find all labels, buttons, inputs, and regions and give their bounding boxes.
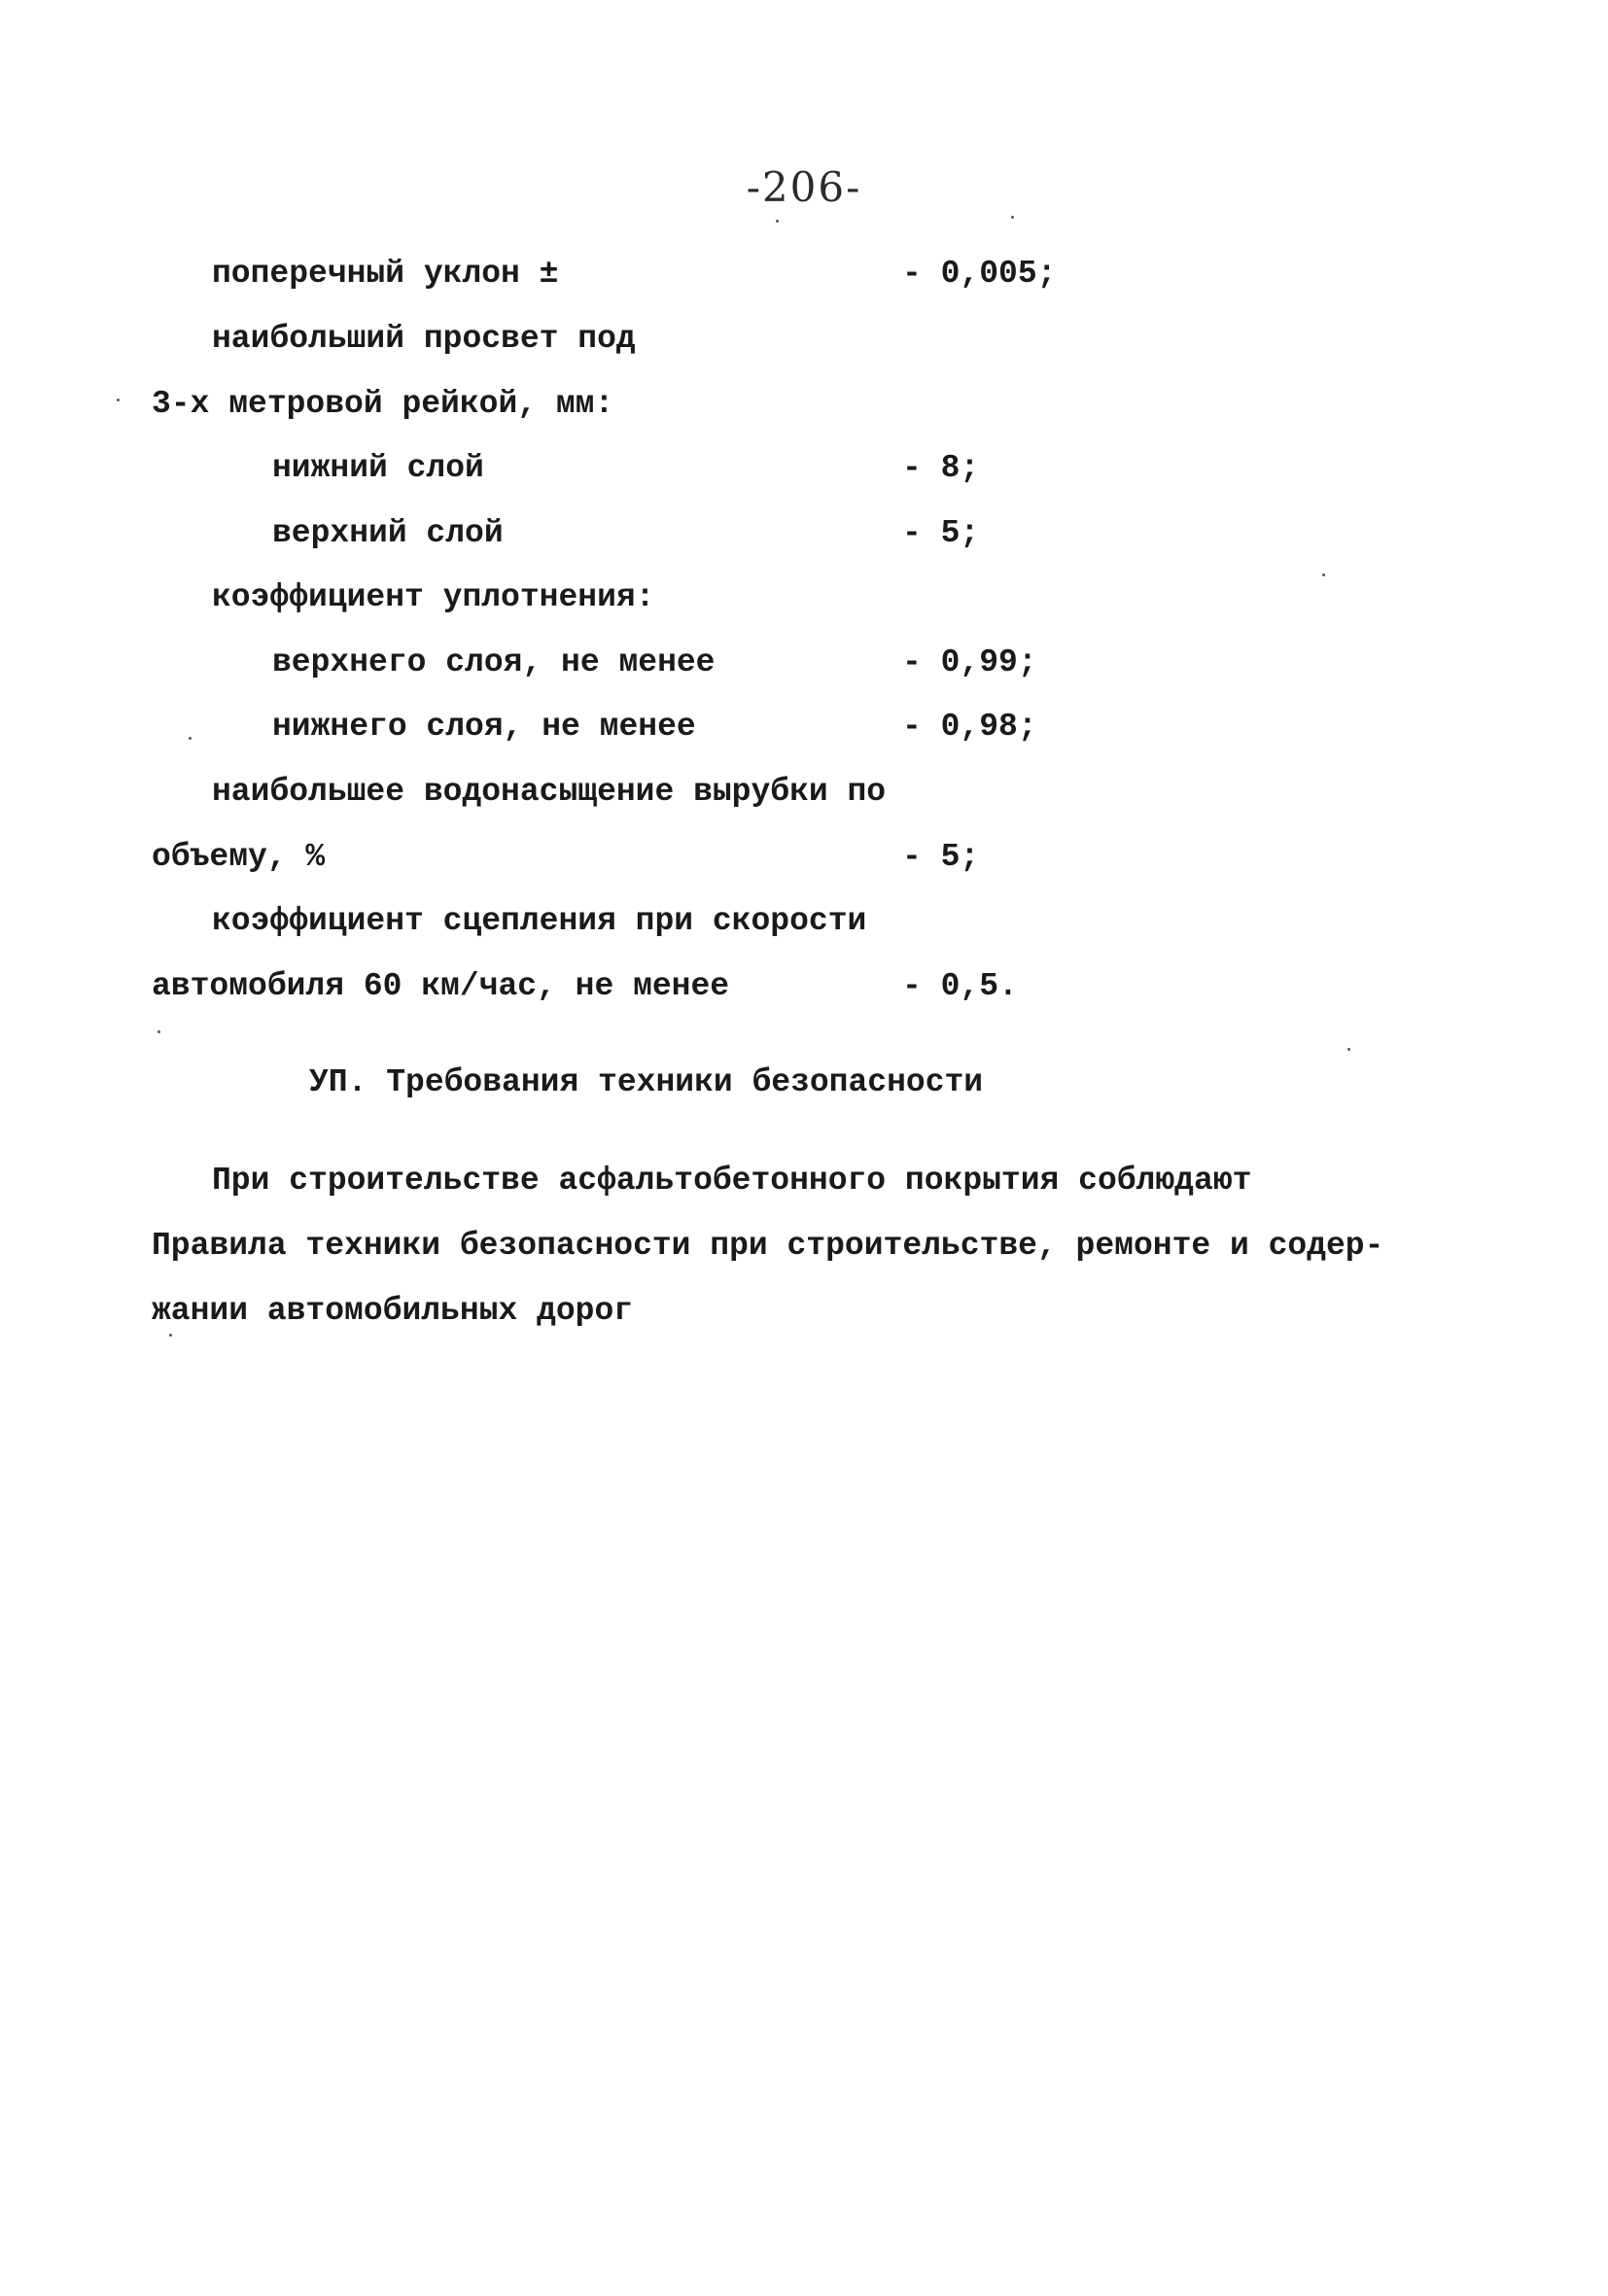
scan-speck xyxy=(1011,216,1014,219)
scan-speck xyxy=(117,399,120,401)
scan-speck xyxy=(169,1334,172,1337)
page-number: -206- xyxy=(746,163,862,211)
section-heading: УП. Требования техники безопасности xyxy=(309,1064,984,1100)
spec-label: поперечный уклон ± xyxy=(212,256,559,292)
spec-value: - 0,98; xyxy=(902,709,1037,745)
spec-value: - 0,5. xyxy=(902,968,1018,1004)
spec-label: 3-х метровой рейкой, мм: xyxy=(152,386,614,422)
paragraph-line: Правила техники безопасности при строительстве, ремонте и содер- xyxy=(152,1228,1384,1264)
paragraph-line: При строительстве асфальтобетонного покрытия соблюдают xyxy=(212,1163,1252,1199)
scan-speck xyxy=(776,220,779,223)
spec-value: - 8; xyxy=(902,450,980,486)
spec-label: объему, % xyxy=(152,839,326,875)
scan-speck xyxy=(157,1030,160,1033)
spec-value: - 0,99; xyxy=(902,644,1037,680)
spec-label: наибольшее водонасыщение вырубки по xyxy=(212,774,887,810)
spec-value: - 0,005; xyxy=(902,256,1057,292)
spec-label: нижний слой xyxy=(272,450,484,486)
scan-speck xyxy=(1347,1048,1350,1051)
spec-label: наибольший просвет под xyxy=(212,321,636,357)
scan-speck xyxy=(189,737,192,740)
spec-label: верхнего слоя, не менее xyxy=(272,644,716,680)
spec-label: коэффициент сцепления при скорости xyxy=(212,903,867,939)
paragraph-line: жании автомобильных дорог xyxy=(152,1293,634,1329)
spec-label: нижнего слоя, не менее xyxy=(272,709,696,745)
spec-value: - 5; xyxy=(902,515,980,551)
scan-speck xyxy=(1322,574,1325,576)
spec-label: автомобиля 60 км/час, не менее xyxy=(152,968,730,1004)
spec-label: верхний слой xyxy=(272,515,504,551)
spec-value: - 5; xyxy=(902,839,980,875)
spec-label: коэффициент уплотнения: xyxy=(212,579,655,615)
